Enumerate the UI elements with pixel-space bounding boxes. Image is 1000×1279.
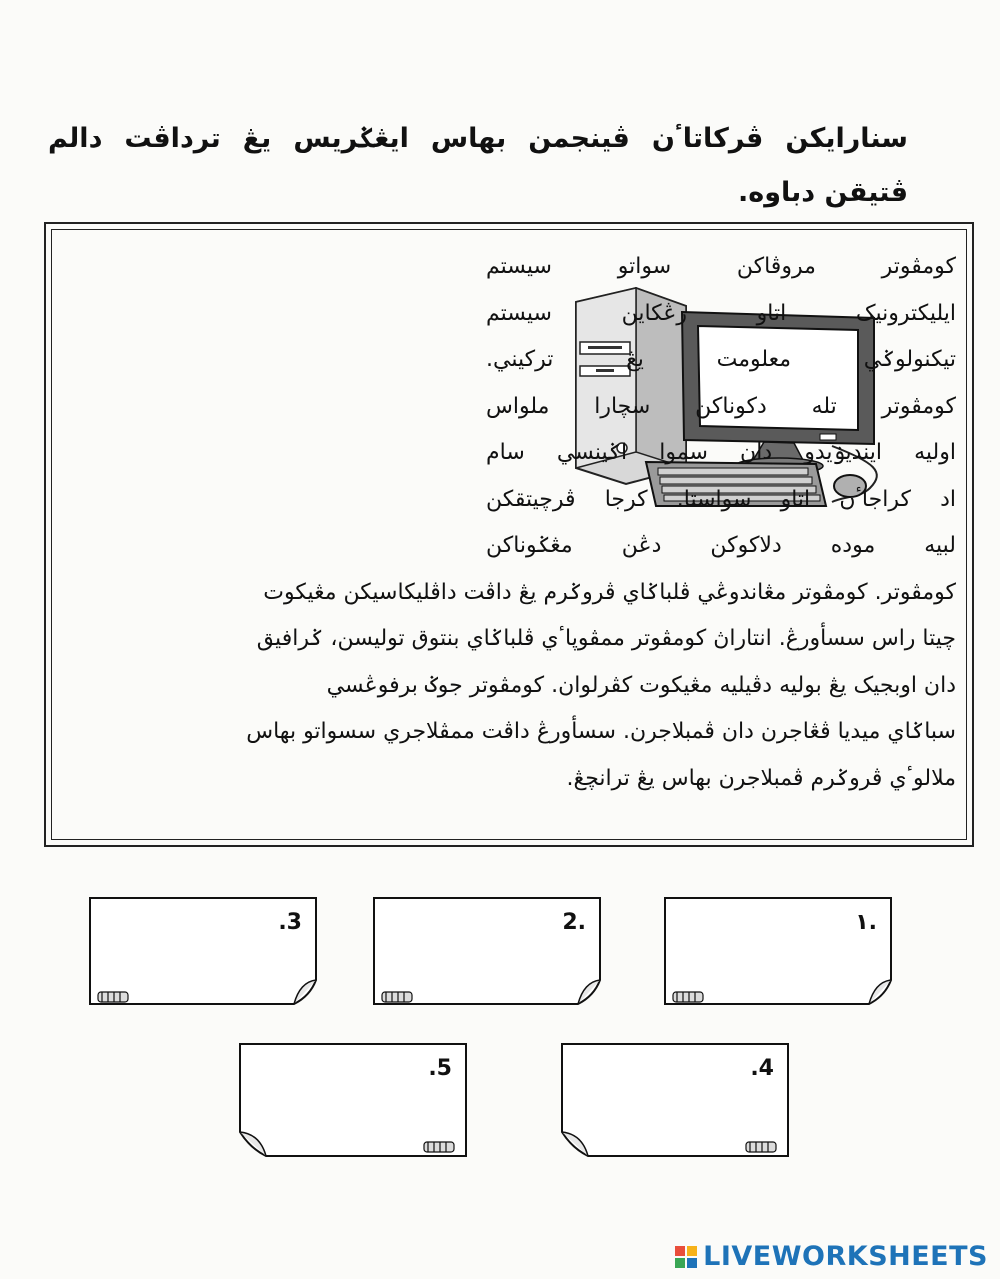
passage-line: ايليكترونيک اتاو رڠكاين سيستم xyxy=(486,300,956,326)
passage-line: كومڤوتر تله دکوناكن سچارا ملواس xyxy=(486,393,956,419)
passage-line: كومڤوتر مروڤاكن سواتو سيستم xyxy=(486,254,956,279)
answer-box-5[interactable] xyxy=(238,1042,470,1160)
passage-line: تيكنولوݢي معلومت يڠ تركيني. xyxy=(486,347,956,372)
answer-box-label: .5 xyxy=(428,1056,452,1081)
instruction-text: سنارايكن ڤركاتاٴن ڤينجمن بهاس ايڠݢريس يڠ ترداڤت دالم ڤتيقن دباوه. xyxy=(48,123,908,208)
passage-frame xyxy=(44,222,974,847)
liveworksheets-text: LIVEWORKSHEETS xyxy=(703,1241,988,1272)
passage-line: كومڤوتر. كومڤوتر مڠاندوڠي ڤلباݢاي ڤروݢرم يڠ داڤت داڤليكاسيكن مڠيكوت xyxy=(263,579,956,605)
answer-box-label: .4 xyxy=(750,1056,774,1081)
answer-box-label: .3 xyxy=(278,910,302,935)
passage-line: اوليه اينديۏيدو دان سموا اݢينسي سام xyxy=(486,440,956,465)
passage-line: دان اوبجيک يڠ بوليه دڤيليه مڠيكوت كڤرلوان. كومڤوتر جوݢ برفوڠسي xyxy=(326,672,956,698)
answer-box-3[interactable] xyxy=(88,896,320,1008)
passage-line: چيتا راس سسأورڠ. انتاراڽ كومڤوتر ممڤوڽاٴي ڤلباݢاي بنتوق توليسن، ݢرافيق xyxy=(256,626,956,651)
answer-box-1[interactable] xyxy=(663,896,895,1008)
answer-box-label: 2. xyxy=(562,910,586,935)
passage-line: ملالوٴي ڤروݢرم ڤمبلاجرن بهاس يڠ ترانچڠ. xyxy=(566,765,956,791)
passage-line: لبيه موده دلاكوكن دڠن مڠݢوناكن xyxy=(486,533,956,558)
passage-line: اد كراجاٴن اتاو سواستا. كرجا ڤرچيتقكن xyxy=(486,486,956,512)
passage-line: سباݢاي ميديا ڤڠاجرن دان ڤمبلاجرن. سسأورڠ داڤت ممڤلاجري سسواتو بهاس xyxy=(246,719,956,744)
liveworksheets-logo-icon xyxy=(675,1246,697,1268)
passage-text xyxy=(56,244,972,802)
answer-box-label: ١. xyxy=(855,910,877,935)
liveworksheets-brand[interactable] xyxy=(675,1241,988,1272)
answer-box-2[interactable] xyxy=(372,896,604,1008)
answer-box-4[interactable] xyxy=(560,1042,792,1160)
